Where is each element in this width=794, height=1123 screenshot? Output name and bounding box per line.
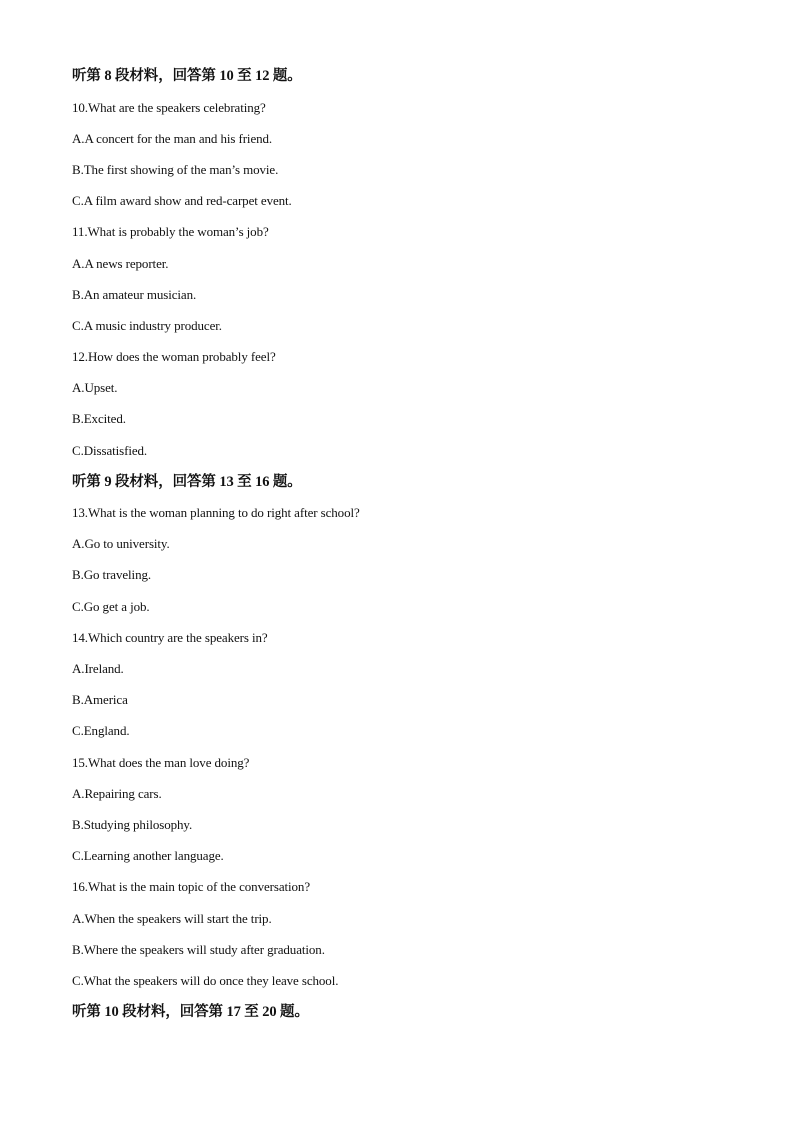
answer-option: B.Excited. — [72, 411, 126, 426]
answer-option: B.Go traveling. — [72, 567, 152, 582]
answer-option: A.Ireland. — [72, 661, 124, 676]
question-stem: 15.What does the man love doing? — [72, 755, 250, 770]
answer-option: C.A film award show and red-carpet event. — [72, 193, 292, 208]
question-stem: 16.What is the main topic of the conversation? — [72, 879, 310, 894]
answer-option: A.Go to university. — [72, 536, 170, 551]
answer-option: B.An amateur musician. — [72, 287, 197, 302]
question-stem: 10.What are the speakers celebrating? — [72, 100, 266, 115]
answer-option: A.A news reporter. — [72, 256, 169, 271]
answer-option: C.Go get a job. — [72, 599, 150, 614]
answer-option: A.When the speakers will start the trip. — [72, 911, 272, 926]
answer-option: A.A concert for the man and his friend. — [72, 131, 273, 146]
section-heading: 听第 9 段材料，回答第 13 至 16 题。 — [72, 474, 302, 490]
section-heading: 听第 8 段材料，回答第 10 至 12 题。 — [72, 68, 302, 84]
answer-option: C.A music industry producer. — [72, 318, 222, 333]
answer-option: C.Learning another language. — [72, 848, 224, 863]
question-stem: 11.What is probably the woman’s job? — [72, 224, 269, 239]
answer-option: B.Studying philosophy. — [72, 817, 193, 832]
answer-option: B.Where the speakers will study after graduation. — [72, 942, 325, 957]
question-stem: 13.What is the woman planning to do right after school? — [72, 505, 360, 520]
question-stem: 12.How does the woman probably feel? — [72, 349, 276, 364]
question-stem: 14.Which country are the speakers in? — [72, 630, 268, 645]
section-heading: 听第 10 段材料，回答第 17 至 20 题。 — [72, 1004, 309, 1020]
answer-option: B.America — [72, 692, 128, 707]
answer-option: C.What the speakers will do once they leave school. — [72, 973, 339, 988]
answer-option: B.The first showing of the man’s movie. — [72, 162, 279, 177]
answer-option: C.England. — [72, 723, 130, 738]
answer-option: A.Repairing cars. — [72, 786, 162, 801]
answer-option: A.Upset. — [72, 380, 118, 395]
answer-option: C.Dissatisfied. — [72, 443, 148, 458]
